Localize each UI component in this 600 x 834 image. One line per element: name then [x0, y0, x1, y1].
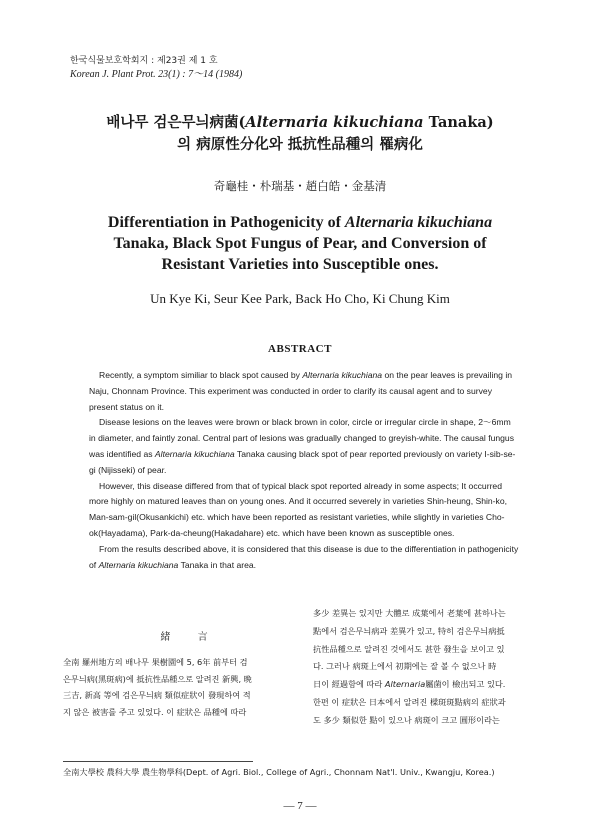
korean-title-line-1	[0, 112, 600, 134]
abstract-body	[89, 368, 519, 573]
introduction-heading: 緒 言	[160, 632, 220, 643]
english-title-line-2: Tanaka, Black Spot Fungus of Pear, and Conversion of	[113, 235, 487, 252]
english-authors: Un Kye Ki, Seur Kee Park, Back Ho Cho, Ki Chung Kim	[150, 291, 450, 306]
journal-name-english: Korean J. Plant Prot. 23(1) : 7～14 (1984)	[70, 69, 243, 80]
english-title-line-1	[0, 212, 600, 233]
introduction-paragraph: 多少 差異는 있지만 大體로 成葉에서 老葉에 甚하나는 點에서 검은무늬病과 差異가 있고, 特히 검은무늬病抵 抗性品種으로 알려진 것에서도 甚한 發生을 보이고 있 다. 그러나 病斑上에서 初期에는 잘 볼 수 없으나 時 日이 經過함에 따라 Alternaria屬菌이 檢出되고 있다. 한편 이 症狀은 日本에서 알려진 樑斑斑點病의 症狀과 도 多少 類似한 點이 있으나 病斑이 크고 圓形이라는	[313, 608, 506, 725]
affiliation-footnote: 全南大學校 農科大學 農生物學科(Dept. of Agri. Biol., College of Agri., Chonnam Nat'l. Univ., Kwangju, Korea.)	[63, 767, 495, 777]
abstract-paragraph: From the results described above, it is considered that this disease is due to the differentiation in pathogenicity of Alternaria kikuchiana Tanaka in that area.	[89, 543, 519, 570]
korean-title-suffix: Tanaka)	[423, 114, 494, 131]
journal-header	[70, 55, 242, 81]
korean-title-line-2: 의 病原性分化와 抵抗性品種의 罹病化	[177, 136, 423, 153]
korean-title-species: Alternaria kikuchiana	[245, 114, 424, 131]
korean-authors: 奇龜桂・朴瑞基・趙白皓・金基清	[213, 179, 387, 193]
page-number: — 7 —	[283, 800, 317, 812]
abstract-paragraph: However, this disease differed from that of typical black spot reported already in some aspects; It occurred more highly on matured leaves than on young ones. And it occurred severely in varieties Shin-heung, Shin-ko, Man-sam-gil(Okusankichi) etc. which have been reported as resistant varieties, while slightly in varieties Cho-ok(Hayadama), Park-da-cheung(Hakadahare) etc. which have been known as susceptible ones.	[89, 480, 507, 538]
abstract-paragraph: Disease lesions on the leaves were brown or black brown in color, circle or irregular circle in shape, 2～6mm in diameter, and faintly zonal. Central part of lesions was gradually changed to greyish-white. The causal fungus was identified as Alternaria kikuchiana Tanaka causing black spot of pear reported previously on variety I-sib-se-gi (Nijisseki) of pear.	[89, 417, 516, 475]
introduction-left-column	[63, 654, 311, 720]
footnote-rule	[63, 761, 253, 762]
introduction-paragraph: 全南 羅州地方의 배나무 果樹園에 5, 6年 前부터 검 은무늬病(黑斑病)에 抵抗性品種으로 알려진 新興, 晩 三吉, 新高 等에 검은무늬病 類似症狀이 發現하여 적 지 않은 被害를 주고 있었다. 이 症狀은 品種에 따라	[63, 657, 252, 717]
introduction-right-column	[313, 605, 558, 730]
abstract-paragraph: Recently, a symptom similiar to black spot caused by Alternaria kikuchiana on the pear leaves is prevailing in Naju, Chonnam Province. This experiment was conducted in order to clarify its causal agent and to survey present status on it.	[89, 370, 513, 412]
english-title	[0, 212, 600, 275]
journal-name-korean: 한국식물보호학회지 : 제23권 제 1 호	[70, 56, 218, 66]
korean-title-prefix: 배나무 검은무늬病菌(	[106, 114, 246, 131]
korean-title	[0, 112, 600, 156]
english-title-species: Alternaria kikuchiana	[344, 214, 493, 231]
abstract-heading: ABSTRACT	[268, 343, 332, 355]
english-title-line-3: Resistant Varieties into Susceptible ones.	[161, 256, 439, 273]
english-title-prefix: Differentiation in Pathogenicity of	[107, 214, 345, 231]
